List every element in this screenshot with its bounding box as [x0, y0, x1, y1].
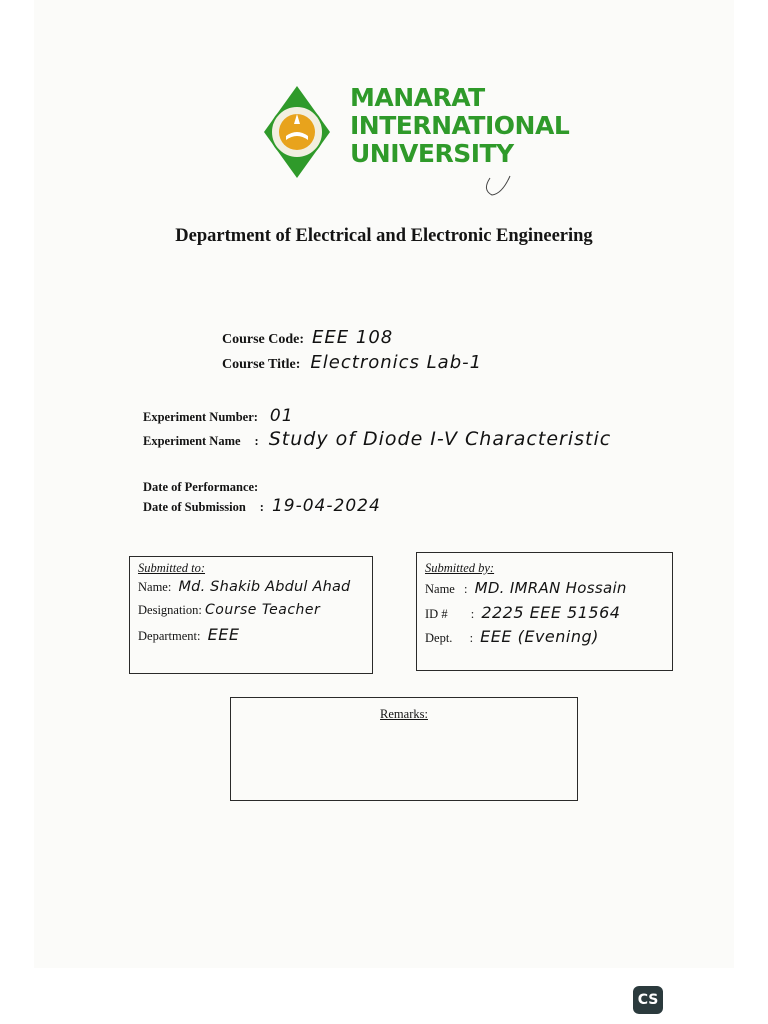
logo-line-1: MANARAT [350, 83, 485, 112]
logo-line-3: UNIVERSITY [350, 139, 514, 168]
date-performance-label: Date of Performance: [143, 480, 259, 494]
submitted-to-designation-value: Course Teacher [205, 602, 321, 618]
pen-mark-icon [480, 170, 520, 200]
submitted-by-name-label: Name [425, 582, 455, 596]
experiment-number-label: Experiment Number: [143, 410, 258, 424]
camscanner-badge: CS [633, 986, 663, 1014]
date-submission-label: Date of Submission [143, 500, 246, 514]
logo-line-2: INTERNATIONAL [350, 111, 570, 140]
experiment-name-separator: : [254, 434, 259, 448]
experiment-name-label: Experiment Name [143, 434, 241, 448]
submitted-by-dept-value: EEE (Evening) [480, 627, 599, 646]
course-title-value: Electronics Lab-1 [310, 352, 483, 373]
date-submission-value: 19-04-2024 [271, 496, 381, 516]
university-emblem-icon [262, 84, 332, 180]
submitted-by-id-value: 2225 EEE 51564 [481, 603, 621, 622]
experiment-name-value: Study of Diode I-V Characteristic [268, 428, 612, 450]
date-submission-separator: : [259, 500, 264, 514]
department-heading: Department of Electrical and Electronic Engineering [175, 226, 593, 246]
submitted-by-title: Submitted by: [425, 561, 495, 575]
submitted-by-dept-label: Dept. [425, 631, 453, 645]
experiment-number-row [143, 406, 294, 426]
submitted-to-name-row [138, 579, 350, 595]
submitted-to-designation-label: Designation: [138, 603, 202, 617]
course-code-value: EEE 108 [312, 327, 394, 348]
date-performance-row [143, 476, 264, 496]
submitted-by-id-row [425, 603, 620, 622]
submitted-by-name-separator: : [463, 582, 468, 596]
submitted-by-box [416, 552, 673, 671]
submitted-to-title: Submitted to: [138, 561, 206, 575]
submitted-by-dept-separator: : [469, 631, 474, 645]
submitted-to-designation-row [138, 602, 320, 618]
submitted-to-box [129, 556, 373, 674]
submitted-by-name-value: MD. IMRAN Hossain [474, 579, 627, 597]
submitted-to-department-value: EEE [207, 625, 240, 644]
remarks-box [230, 697, 578, 801]
submitted-to-name-label: Name: [138, 580, 172, 594]
submitted-by-id-label: ID # [425, 607, 448, 621]
course-title-label: Course Title: [222, 357, 301, 372]
submitted-to-department-row [138, 625, 239, 644]
experiment-name-row [143, 428, 611, 450]
submitted-by-name-row [425, 579, 627, 597]
submitted-by-dept-row [425, 627, 599, 646]
submitted-to-department-label: Department: [138, 629, 201, 643]
experiment-number-value: 01 [269, 406, 294, 426]
course-code-row [222, 327, 393, 348]
course-title-row [222, 352, 482, 373]
course-code-label: Course Code: [222, 332, 305, 347]
submitted-by-id-separator: : [470, 607, 475, 621]
date-submission-row [143, 496, 381, 516]
remarks-title: Remarks: [380, 707, 428, 721]
submitted-to-name-value: Md. Shakib Abdul Ahad [178, 579, 351, 595]
university-logo-text [350, 84, 569, 168]
